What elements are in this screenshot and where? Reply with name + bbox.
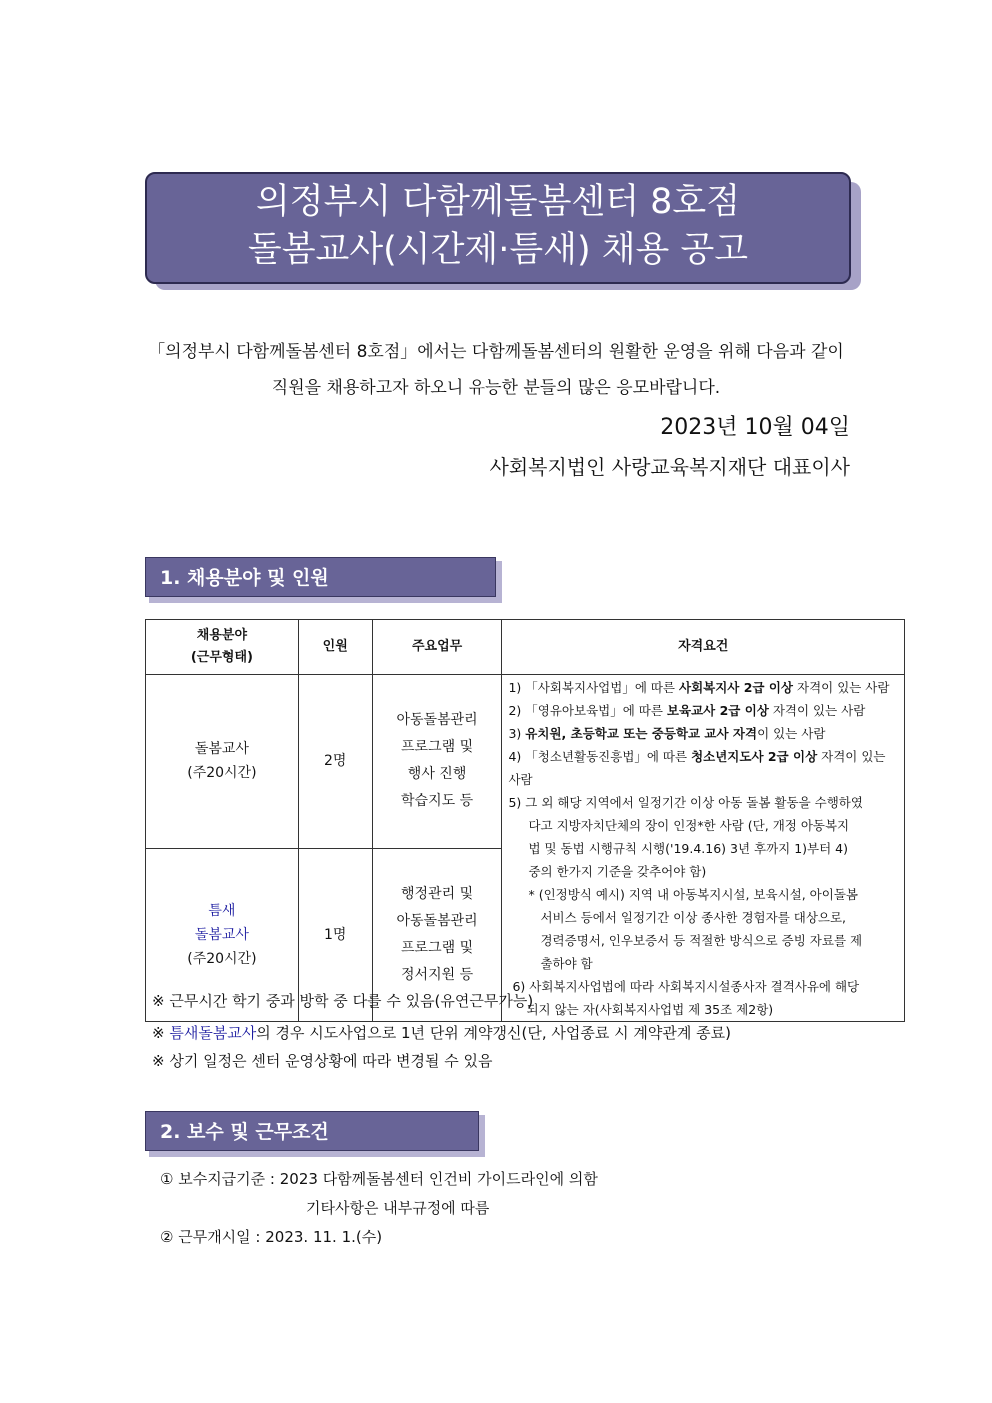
note-2-highlight: 틈새돌봄교사 xyxy=(169,1024,257,1042)
title-line-1: 의정부시 다함께돌봄센터 8호점 xyxy=(255,182,741,222)
row1-duty: 학습지도 등 xyxy=(401,793,474,810)
qual-1-post: 자격이 있는 사람 xyxy=(793,680,890,695)
qual-5-line: 중의 한가지 기준을 갖추어야 함) xyxy=(528,864,707,879)
row1-duties xyxy=(372,675,502,849)
qual-note-line: 서비스 등에서 일정기간 이상 종사한 경험자를 대상으로, xyxy=(540,910,847,925)
title-line-2: 돌봄교사(시간제·틈새) 채용 공고 xyxy=(247,230,749,270)
title-box xyxy=(145,172,851,284)
row2-field-line1: 틈새 xyxy=(208,902,236,919)
qual-1 xyxy=(508,676,900,699)
qual-2-post: 자격이 있는 사람 xyxy=(768,703,866,718)
qual-4 xyxy=(508,745,900,791)
row1-duty: 행사 진행 xyxy=(407,766,467,783)
row1-field xyxy=(146,675,299,849)
qual-5-line: 5) 그 외 해당 지역에서 일정기간 이상 아동 돌봄 활동을 수행하였 xyxy=(508,795,863,810)
recruitment-table xyxy=(145,619,905,1022)
section-2-title: 2. 보수 및 근무조건 xyxy=(145,1111,479,1151)
table-header-row xyxy=(146,620,905,675)
announcement-date: 2023년 10월 04일 xyxy=(660,415,850,440)
qual-4-pre: 4) 「청소년활동진흥법」에 따른 xyxy=(508,749,692,764)
header-field-line2: (근무형태) xyxy=(190,650,253,665)
condition-1-cont: 기타사항은 내부규정에 따름 xyxy=(306,1199,490,1217)
qualifications-cell xyxy=(502,675,905,1022)
row2-duty: 아동돌봄관리 xyxy=(396,912,478,929)
qual-note-line: 출하야 함 xyxy=(540,956,593,971)
note-2 xyxy=(152,1022,731,1043)
row1-field-line2: (주20시간) xyxy=(187,765,257,782)
condition-2: ② 근무개시일 : 2023. 11. 1.(수) xyxy=(160,1228,383,1246)
qual-4-post: 자격이 있는 사람 xyxy=(508,749,886,787)
qual-3-bold: 유치원, 초등학교 또는 중등학교 교사 자격 xyxy=(525,726,758,741)
table-row xyxy=(146,675,905,849)
intro-line-1: 「의정부시 다함께돌봄센터 8호점」에서는 다함께돌봄센터의 원활한 운영을 위해 다음과 같이 xyxy=(148,342,844,362)
qual-6-line: 되지 않는 자(사회복지사업법 제 35조 제2항) xyxy=(526,1002,774,1017)
header-qualifications: 자격요건 xyxy=(502,620,905,675)
qual-3 xyxy=(508,722,900,745)
row1-duty: 아동돌봄관리 xyxy=(396,712,478,729)
row2-count: 1명 xyxy=(298,848,372,1022)
row2-duty: 프로그램 및 xyxy=(401,939,474,956)
section-1-title: 1. 채용분야 및 인원 xyxy=(145,557,496,597)
note-2-post: 의 경우 시도사업으로 1년 단위 계약갱신(단, 사업종료 시 계약관계 종료) xyxy=(256,1024,731,1042)
qual-3-post: 이 있는 사람 xyxy=(757,726,826,741)
note-1: ※ 근무시간 학기 중과 방학 중 다를 수 있음(유연근무가능) xyxy=(152,992,534,1010)
row2-field-line2: 돌봄교사 xyxy=(194,926,249,943)
section-1-header xyxy=(145,557,498,599)
row2-field-line3: (주20시간) xyxy=(187,950,257,967)
note-2-pre: ※ xyxy=(152,1024,170,1042)
qual-1-bold: 사회복지사 2급 이상 xyxy=(679,680,794,695)
title-banner xyxy=(145,172,851,280)
qual-2 xyxy=(508,699,900,722)
row2-duty: 정서지원 등 xyxy=(401,966,474,983)
row1-field-line1: 돌봄교사 xyxy=(194,741,249,758)
qual-2-pre: 2) 「영유아보육법」에 따른 xyxy=(508,703,667,718)
qual-5-line: 법 및 동법 시행규칙 시행('19.4.16) 3년 후까지 1)부터 4) xyxy=(528,841,848,856)
condition-1: ① 보수지급기준 : 2023 다함께돌봄센터 인건비 가이드라인에 의함 xyxy=(160,1170,598,1188)
note-3: ※ 상기 일정은 센터 운영상황에 따라 변경될 수 있음 xyxy=(152,1052,493,1070)
qual-2-bold: 보육교사 2급 이상 xyxy=(666,703,769,718)
intro-line-2: 직원을 채용하고자 하오니 유능한 분들의 많은 응모바랍니다. xyxy=(271,378,721,398)
qual-note-line: * (인정방식 예시) 지역 내 아동복지시설, 보육시설, 아이돌봄 xyxy=(528,887,858,902)
row1-duty: 프로그램 및 xyxy=(401,739,474,756)
header-field-line1: 채용분야 xyxy=(196,628,247,643)
qual-6-line: 6) 사회복지사업법에 따라 사회복지시설종사자 결격사유에 해당 xyxy=(512,979,860,994)
row2-duty: 행정관리 및 xyxy=(401,885,474,902)
qual-1-pre: 1) 「사회복지사업법」에 따른 xyxy=(508,680,679,695)
header-field xyxy=(146,620,299,675)
qual-3-pre: 3) xyxy=(508,726,526,741)
issuer: 사회복지법인 사랑교육복지재단 대표이사 xyxy=(489,455,850,479)
section-2-header xyxy=(145,1111,481,1153)
header-duties: 주요업무 xyxy=(372,620,502,675)
qual-4-bold: 청소년지도사 2급 이상 xyxy=(691,749,818,764)
qual-note-line: 경력증명서, 인우보증서 등 적절한 방식으로 증빙 자료를 제 xyxy=(540,933,863,948)
qual-5-line: 다고 지방자치단체의 장이 인정*한 사람 (단, 개정 아동복지 xyxy=(528,818,850,833)
row1-count: 2명 xyxy=(298,675,372,849)
header-count: 인원 xyxy=(298,620,372,675)
